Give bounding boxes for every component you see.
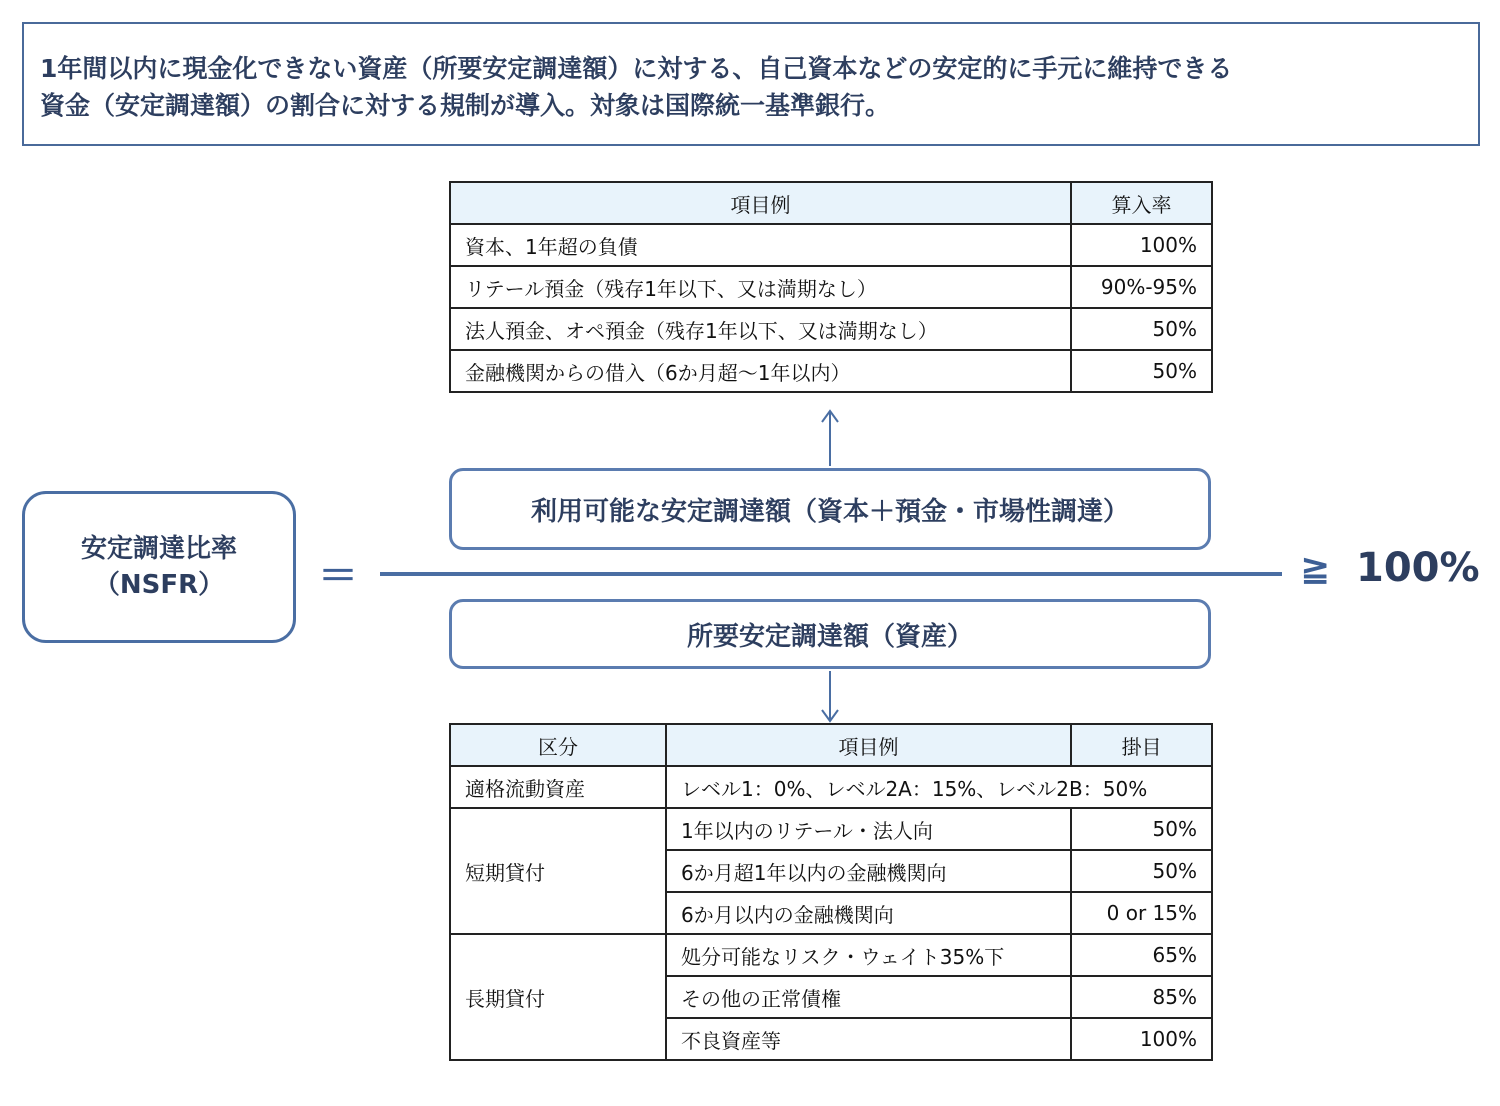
weight-cell: 65% [1071, 934, 1212, 976]
intro-line-2: 資金（安定調達額）の割合に対する規制が導入。対象は国際統一基準銀行。 [40, 91, 891, 120]
numerator-label: 利用可能な安定調達額（資本＋預金・市場性調達） [530, 496, 1129, 527]
category-cell: 長期貸付 [450, 934, 666, 1060]
weight-cell: 50% [1071, 850, 1212, 892]
fraction-line [380, 572, 1282, 576]
intro-line-1: 1年間以内に現金化できない資産（所要安定調達額）に対する、自己資本などの安定的に手元に維持できる [40, 54, 1233, 83]
item-cell: 法人預金、オペ預金（残存1年以下、又は満期なし） [450, 308, 1071, 350]
table-row [450, 934, 1212, 976]
table-row [450, 766, 1212, 808]
rate-cell: 50% [1071, 308, 1212, 350]
header-weight: 掛目 [1071, 724, 1212, 766]
greater-equal-sign: ≧ [1300, 548, 1331, 589]
item-cell: 6か月以内の金融機関向 [666, 892, 1071, 934]
weight-cell: 0 or 15% [1071, 892, 1212, 934]
item-cell: 不良資産等 [666, 1018, 1071, 1060]
item-cell: リテール預金（残存1年以下、又は満期なし） [450, 266, 1071, 308]
equals-sign: ＝ [318, 553, 358, 599]
weight-cell: 100% [1071, 1018, 1212, 1060]
category-cell: 適格流動資産 [450, 766, 666, 808]
item-cell: 1年以内のリテール・法人向 [666, 808, 1071, 850]
header-item-example: 項目例 [450, 182, 1071, 224]
numerator-box [449, 468, 1211, 550]
table-row [450, 808, 1212, 850]
item-cell: レベル1：0%、レベル2A：15%、レベル2B：50% [666, 766, 1212, 808]
rate-cell: 100% [1071, 224, 1212, 266]
item-cell: 金融機関からの借入（6か月超～1年以内） [450, 350, 1071, 392]
ratio-abbr: （NSFR） [93, 570, 225, 600]
nsfr-ratio-box [22, 491, 296, 643]
item-cell: 処分可能なリスク・ウェイト35%下 [666, 934, 1071, 976]
item-cell: その他の正常債権 [666, 976, 1071, 1018]
denominator-box [449, 599, 1211, 669]
header-inclusion-rate: 算入率 [1071, 182, 1212, 224]
category-cell: 短期貸付 [450, 808, 666, 934]
weight-cell: 85% [1071, 976, 1212, 1018]
item-cell: 6か月超1年以内の金融機関向 [666, 850, 1071, 892]
required-funding-table [449, 723, 1213, 1061]
rate-cell: 90%-95% [1071, 266, 1212, 308]
header-category: 区分 [450, 724, 666, 766]
denominator-label: 所要安定調達額（資産） [686, 621, 973, 652]
header-item-example: 項目例 [666, 724, 1071, 766]
ratio-name: 安定調達比率 [80, 534, 237, 564]
table-header-row [450, 724, 1212, 766]
threshold-value: 100% [1356, 545, 1480, 591]
rate-cell: 50% [1071, 350, 1212, 392]
item-cell: 資本、1年超の負債 [450, 224, 1071, 266]
weight-cell: 50% [1071, 808, 1212, 850]
